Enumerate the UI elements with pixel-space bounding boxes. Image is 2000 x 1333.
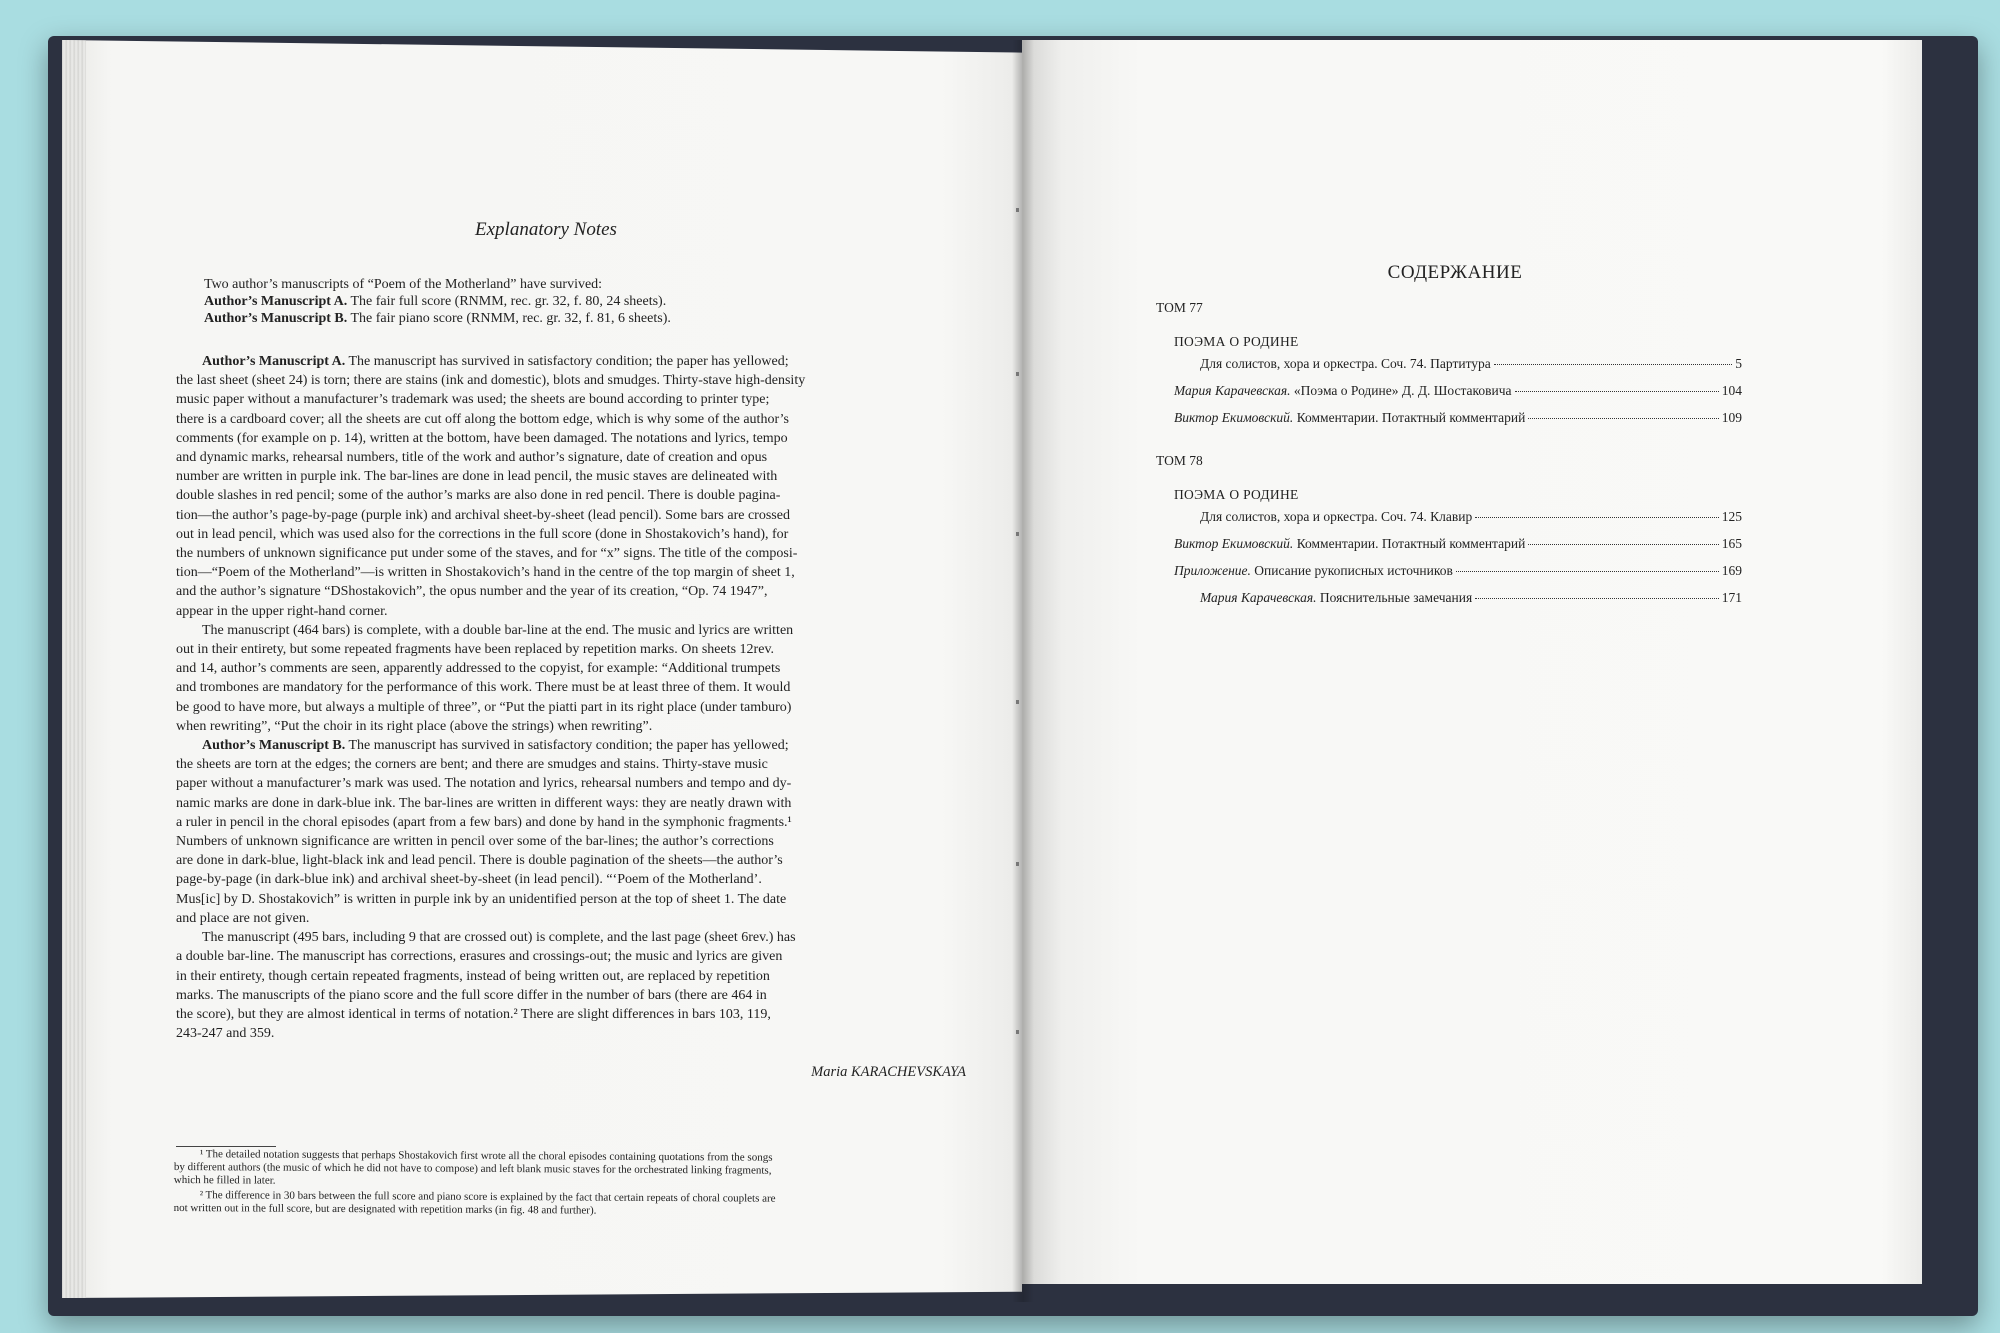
line-text: tion—“Poem of the Motherland”—is written in Shostakovich’s hand in the centre of the top margin of sheet 1,	[176, 565, 795, 581]
line-text: paper without a manufacturer’s mark was used. The notation and lyrics, rehearsal numbers and tempo and dy-	[176, 776, 792, 792]
page-title: Explanatory Notes	[475, 219, 617, 240]
line-text: appear in the upper right-hand corner.	[176, 603, 388, 619]
line-text: the sheets are torn at the edges; the corners are bent; and there are smudges and stains. Thirty-stave music	[176, 757, 768, 773]
text-line	[176, 967, 966, 986]
line-text: namic marks are done in dark-blue ink. The bar-lines are written in different ways: they are neatly drawn with	[176, 795, 792, 811]
toc-leader-dots	[1515, 391, 1719, 392]
footnote-line: ¹ The detailed notation suggests that perhaps Shostakovich first wrote all the choral episodes containing quotations from the songs	[199, 1148, 773, 1164]
toc-entry-text: Пояснительные замечания	[1316, 590, 1473, 605]
text-line	[176, 717, 966, 736]
toc-page-number: 171	[1721, 590, 1742, 605]
line-text: number are written in purple ink. The bar-lines are done in lead pencil, the music staves are delineated with	[176, 469, 778, 485]
text-line	[176, 1024, 966, 1043]
footnote-line: by different authors (the music of which he did not have to compose) and left blank music staves for the orchestrated linking fragments,	[173, 1160, 772, 1177]
bold-heading: Author’s Manuscript B.	[202, 738, 346, 754]
toc-entry-label	[1174, 536, 1525, 552]
text-line	[176, 448, 966, 467]
line-text: a ruler in pencil in the choral episodes (apart from a few bars) and done by hand in the symphonic fragments.¹	[176, 814, 792, 830]
binding-stitch	[1016, 862, 1019, 866]
text-line	[176, 410, 966, 429]
toc-entry	[1174, 410, 1742, 426]
body-text	[176, 352, 966, 1043]
text-line	[176, 736, 966, 755]
line-text: The manuscript has survived in satisfactory condition; the paper has yellowed;	[345, 354, 789, 369]
toc-title: СОДЕРЖАНИЕ	[1387, 262, 1523, 283]
toc-entry-text: Комментарии. Потактный комментарий	[1293, 536, 1526, 551]
toc-entry-text: Для солистов, хора и оркестра. Соч. 74. Клавир	[1200, 509, 1473, 524]
text-line	[176, 525, 966, 544]
line-text: Numbers of unknown significance are written in pencil over some of the bar-lines; the author’s corrections	[176, 834, 774, 850]
toc-volume-label: ТОМ 77	[1156, 300, 1203, 315]
toc-page-number: 104	[1721, 383, 1742, 398]
text-line	[176, 371, 966, 390]
footnotes	[174, 1148, 964, 1220]
toc-entry	[1174, 536, 1742, 552]
line-text: when rewriting”, “Put the choir in its right place (above the strings) when rewriting”.	[176, 718, 653, 734]
text-line	[176, 352, 966, 371]
line-text: music paper without a manufacturer’s trademark was used; the sheets are bound according to printer type;	[176, 392, 770, 408]
author-signature: Maria KARACHEVSKAYA	[811, 1064, 966, 1080]
text-line	[204, 276, 994, 293]
text-line	[176, 1005, 966, 1024]
text-line	[176, 506, 966, 525]
text-line	[176, 890, 966, 909]
toc-work-title: ПОЭМА О РОДИНЕ	[1174, 334, 1299, 349]
text-line	[176, 909, 966, 928]
line-text: double slashes in red pencil; some of the author’s marks are also done in red pencil. There is double pagina-	[176, 488, 781, 504]
toc-page-number: 165	[1721, 536, 1742, 551]
text-line	[176, 640, 966, 659]
text-line	[176, 928, 966, 947]
line-text: the numbers of unknown significance put under some of the staves, and for “x” signs. The title of the composi-	[176, 546, 798, 562]
line-text: and dynamic marks, rehearsal numbers, title of the work and author’s signature, date of creation and opus	[176, 450, 768, 466]
right-page	[1022, 40, 1922, 1284]
text-line	[176, 486, 966, 505]
footnote-divider	[176, 1146, 276, 1147]
toc-entry	[1174, 563, 1742, 579]
toc-entry	[1200, 356, 1742, 372]
text-line	[176, 851, 966, 870]
toc-entry	[1200, 509, 1742, 525]
toc-page-number: 5	[1735, 356, 1742, 371]
text-line	[204, 310, 994, 327]
line-text: The manuscript has survived in satisfactory condition; the paper has yellowed;	[345, 738, 789, 754]
text-line	[176, 390, 966, 409]
line-text: marks. The manuscripts of the piano score and the full score differ in the number of bars (there are 464 in	[176, 987, 767, 1003]
text-line	[176, 544, 966, 563]
toc-leader-dots	[1475, 598, 1719, 599]
line-text: in their entirety, though certain repeated fragments, instead of being written out, are replaced by repetition	[176, 968, 770, 984]
text-line	[176, 794, 966, 813]
toc-entry-label	[1174, 410, 1525, 426]
text-line	[176, 832, 966, 851]
text-line	[176, 429, 966, 448]
bold-heading: Author’s Manuscript A.	[202, 354, 346, 369]
text-line	[176, 774, 966, 793]
toc-entry-author: Мария Карачевская.	[1174, 383, 1291, 398]
toc-leader-dots	[1456, 571, 1719, 572]
line-text: tion—the author’s page-by-page (purple ink) and archival sheet-by-sheet (lead pencil). Some bars are crossed	[176, 507, 790, 523]
toc-entry	[1200, 590, 1742, 606]
toc-entry-label	[1200, 356, 1491, 372]
text-line	[176, 563, 966, 582]
binding-stitch	[1016, 700, 1019, 704]
text-line	[176, 467, 966, 486]
line-text: Mus[ic] by D. Shostakovich” is written in purple ink by an unidentified person at the top of sheet 1. The date	[176, 891, 787, 907]
line-text: are done in dark-blue, light-black ink and lead pencil. There is double pagination of the sheets—the author’s	[176, 853, 783, 869]
toc-entry-label	[1174, 563, 1453, 579]
text-line	[176, 621, 966, 640]
line-text: the last sheet (sheet 24) is torn; there are stains (ink and domestic), blots and smudges. Thirty-stave high-density	[176, 373, 806, 389]
toc-entry-text: Для солистов, хора и оркестра. Соч. 74. Партитура	[1200, 356, 1491, 371]
intro-block	[204, 276, 994, 327]
line-text: be good to have more, but always a multiple of three”, or “Put the piatti part in its right place (under tamburo)	[176, 699, 792, 715]
bold-heading: Author’s Manuscript B.	[204, 311, 348, 326]
text-line	[176, 602, 966, 621]
toc-entry-author: Виктор Екимовский.	[1174, 536, 1294, 551]
text-line	[176, 582, 966, 601]
line-text: a double bar-line. The manuscript has corrections, erasures and crossings-out; the music and lyrics are given	[176, 949, 783, 965]
toc-leader-dots	[1528, 544, 1718, 545]
text-line	[176, 870, 966, 889]
line-text: out in lead pencil, which was used also for the corrections in the full score (done in Shostakovich’s hand), for	[176, 526, 789, 542]
toc-page-number: 125	[1721, 509, 1742, 524]
text-line	[176, 986, 966, 1005]
line-text: The manuscript (495 bars, including 9 that are crossed out) is complete, and the last page (sheet 6rev.) has	[202, 930, 796, 946]
toc-entry-author: Приложение.	[1174, 563, 1251, 578]
book-gutter	[1012, 40, 1034, 1302]
text-line	[176, 947, 966, 966]
bold-heading: Author’s Manuscript A.	[204, 294, 348, 309]
toc-entry-author: Мария Карачевская.	[1200, 590, 1317, 605]
toc-leader-dots	[1528, 418, 1718, 419]
text-line	[176, 698, 966, 717]
toc-entry-author: Виктор Екимовский.	[1174, 410, 1294, 425]
toc-entry-text: Комментарии. Потактный комментарий	[1293, 410, 1526, 425]
toc-entry-label	[1200, 509, 1472, 525]
toc-leader-dots	[1475, 517, 1719, 518]
text-line	[176, 678, 966, 697]
line-text: there is a cardboard cover; all the sheets are cut off along the bottom edge, which is why some of the author’s	[176, 411, 789, 427]
binding-stitch	[1016, 1030, 1019, 1034]
line-text: and the author’s signature “DShostakovich”, the opus number and the year of its creation, “Op. 74 1947”,	[176, 584, 768, 600]
toc-entry	[1174, 383, 1742, 399]
line-text: the score), but they are almost identical in terms of notation.² There are slight differences in bars 103, 119,	[176, 1006, 771, 1022]
line-text: 243-247 and 359.	[176, 1026, 275, 1042]
toc-page-number: 109	[1721, 410, 1742, 425]
text-line	[176, 813, 966, 832]
toc-entry-label	[1174, 383, 1512, 399]
binding-stitch	[1016, 208, 1019, 212]
footnote-line: which he filled in later.	[173, 1173, 276, 1187]
text-line	[176, 659, 966, 678]
toc-entry-text: Описание рукописных источников	[1250, 563, 1453, 578]
toc-page-number: 169	[1721, 563, 1742, 578]
binding-stitch	[1016, 532, 1019, 536]
line-text: The manuscript (464 bars) is complete, with a double bar-line at the end. The music and lyrics are written	[202, 622, 794, 638]
line-text: out in their entirety, but some repeated fragments have been replaced by repetition marks. On sheets 12rev.	[176, 642, 775, 658]
line-text: and 14, author’s comments are seen, apparently addressed to the copyist, for example: “Additional trumpets	[176, 661, 781, 677]
toc-volume-label: ТОМ 78	[1156, 453, 1203, 468]
footnote-line: ² The difference in 30 bars between the full score and piano score is explained by the fact that certain repeats of choral couplets are	[199, 1189, 776, 1205]
line-text: Two author’s manuscripts of “Poem of the Motherland” have survived:	[204, 277, 603, 292]
toc-leader-dots	[1494, 364, 1732, 365]
toc-work-title: ПОЭМА О РОДИНЕ	[1174, 487, 1299, 502]
line-text: and trombones are mandatory for the performance of this work. There must be at least three of them. It would	[176, 680, 791, 696]
line-text: page-by-page (in dark-blue ink) and archival sheet-by-sheet (in lead pencil). “‘Poem of the Motherland’.	[176, 872, 762, 888]
text-line	[204, 293, 994, 310]
binding-stitch	[1016, 372, 1019, 376]
text-line	[176, 755, 966, 774]
footnote-line: not written out in the full score, but are designated with repetition marks (in fig. 48 and further).	[173, 1201, 597, 1217]
line-text: The fair piano score (RNMM, rec. gr. 32, f. 81, 6 sheets).	[347, 311, 671, 326]
toc-entry-text: «Поэма о Родине» Д. Д. Шостаковича	[1290, 383, 1512, 398]
line-text: The fair full score (RNMM, rec. gr. 32, f. 80, 24 sheets).	[347, 294, 667, 309]
line-text: comments (for example on p. 14), written at the bottom, have been damaged. The notations and lyrics, tempo	[176, 430, 788, 446]
line-text: and place are not given.	[176, 910, 310, 926]
toc-entry-label	[1200, 590, 1472, 606]
